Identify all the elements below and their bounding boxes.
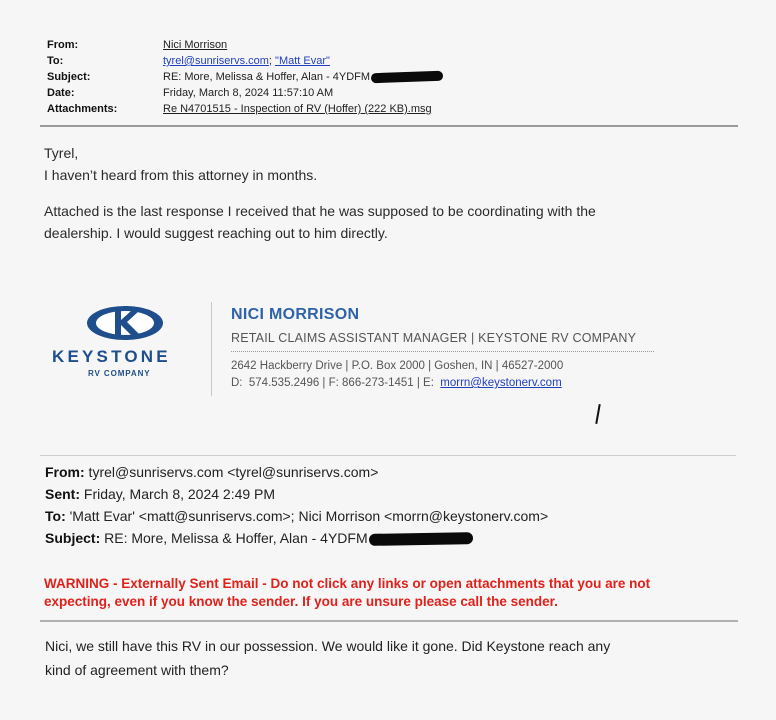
body-line: I haven’t heard from this attorney in months.	[44, 167, 318, 183]
from-label: From:	[47, 39, 79, 51]
orig-from-value: tyrel@sunriservs.com <tyrel@sunriservs.com>	[84, 464, 379, 480]
to-label: To:	[47, 55, 64, 67]
reply-header	[47, 37, 443, 117]
original-body	[45, 634, 735, 682]
attachments-row	[47, 101, 443, 117]
logo-wordmark: KEYSTONE	[52, 347, 171, 366]
orig-to-label: To:	[45, 508, 66, 524]
original-header	[45, 461, 548, 549]
signature-name: NICI MORRISON	[231, 306, 360, 323]
contact-numbers: D: 574.535.2496 | F: 866-273-1451 | E:	[231, 377, 441, 389]
subject-value: RE: More, Melissa & Hoffer, Alan - 4YDFM	[163, 71, 371, 83]
orig-from-label: From:	[45, 464, 85, 480]
to-link-matt[interactable]: "Matt Evar"	[275, 55, 330, 67]
orig-subject-value: RE: More, Melissa & Hoffer, Alan - 4YDFM	[100, 530, 368, 546]
dotted-separator	[231, 351, 654, 352]
signature-block	[231, 306, 654, 389]
from-row	[47, 37, 443, 53]
body-line: kind of agreement with them?	[45, 662, 229, 678]
signature-title: RETAIL CLAIMS ASSISTANT MANAGER | KEYSTONE RV COMPANY	[231, 331, 637, 345]
attachment-link[interactable]: Re N4701515 - Inspection of RV (Hoffer) (222 KB).msg	[163, 103, 432, 115]
body-line: dealership. I would suggest reaching out to him directly.	[44, 225, 388, 241]
to-row	[47, 53, 443, 69]
orig-sent-label: Sent:	[45, 486, 80, 502]
date-row	[47, 85, 443, 101]
orig-to-value: 'Matt Evar' <matt@sunriservs.com>; Nici Morrison <morrn@keystonerv.com>	[65, 508, 549, 524]
warning-line: expecting, even if you know the sender. If you are unsure please call the sender.	[44, 594, 558, 609]
reply-body	[44, 142, 596, 244]
orig-from-row	[45, 461, 548, 483]
subject-label: Subject:	[47, 71, 91, 83]
body-line: Attached is the last response I received that he was supposed to be coordinating with the	[44, 203, 596, 219]
keystone-logo	[52, 303, 202, 383]
subject-row	[47, 69, 443, 85]
to-link-tyrel[interactable]: tyrel@sunriservs.com	[163, 55, 269, 67]
warning-line: WARNING - Externally Sent Email - Do not click any links or open attachments that you are not	[44, 576, 651, 591]
pen-mark	[595, 404, 600, 424]
attachments-label: Attachments:	[47, 103, 118, 115]
date-value: Friday, March 8, 2024 11:57:10 AM	[163, 87, 334, 99]
signature-email-link[interactable]: morrn@keystonerv.com	[440, 377, 562, 389]
to-separator: ;	[268, 55, 276, 67]
redaction-mark	[369, 532, 473, 546]
orig-sent-value: Friday, March 8, 2024 2:49 PM	[80, 486, 276, 502]
warning-divider	[40, 620, 738, 622]
redaction-mark	[371, 71, 443, 84]
orig-subject-row	[45, 527, 548, 549]
signature-address: 2642 Hackberry Drive | P.O. Box 2000 | Goshen, IN | 46527-2000	[231, 360, 564, 372]
quote-divider	[40, 455, 736, 456]
signature-contact	[231, 377, 654, 389]
orig-sent-row	[45, 483, 548, 505]
orig-to-row	[45, 505, 548, 527]
header-divider	[40, 125, 738, 127]
greeting: Tyrel,	[44, 145, 79, 161]
date-label: Date:	[47, 87, 75, 99]
orig-subject-label: Subject:	[45, 530, 101, 546]
logo-subtitle: RV COMPANY	[88, 369, 151, 378]
from-link[interactable]: Nici Morrison	[163, 39, 228, 51]
signature-divider	[211, 302, 212, 396]
external-email-warning	[44, 575, 734, 611]
keystone-emblem-icon	[85, 303, 165, 343]
body-line: Nici, we still have this RV in our possession. We would like it gone. Did Keystone reach any	[45, 638, 611, 654]
